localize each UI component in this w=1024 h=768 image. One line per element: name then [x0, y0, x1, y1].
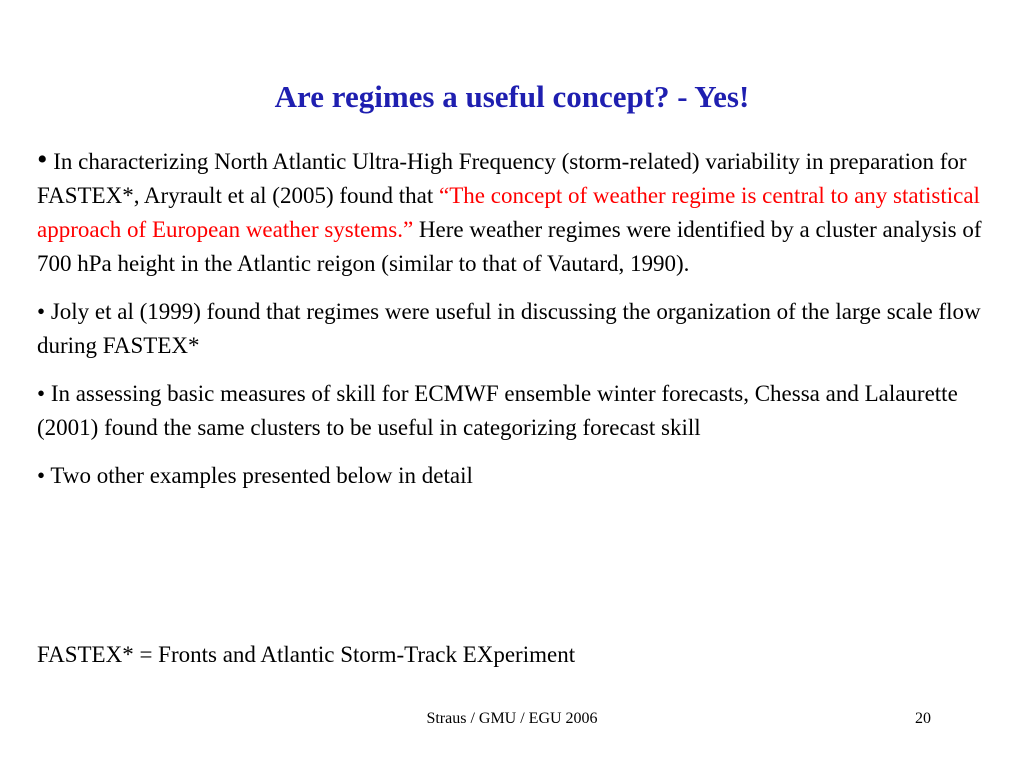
bullet-3-text: In assessing basic measures of skill for ECMWF ensemble winter forecasts, Chessa and Lalaurette (2001) found the same clusters to be useful in categorizing forecast skill [37, 381, 958, 440]
bullet-item-1 [37, 143, 992, 281]
footer-center-text: Straus / GMU / EGU 2006 [426, 710, 598, 727]
bullet-1-text-before: In characterizing North Atlantic Ultra-High Frequency (storm-related) variability in preparation for FASTEX*, Aryrault et al (2005) found that [37, 149, 967, 208]
bullet-marker-3: • [37, 381, 46, 406]
bullet-marker-2: • [37, 299, 46, 324]
slide-title: Are regimes a useful concept? - Yes! [274, 79, 750, 114]
bullet-2-text: Joly et al (1999) found that regimes were useful in discussing the organization of the large scale flow during FASTEX* [37, 299, 981, 358]
page-number: 20 [915, 710, 931, 727]
bullet-item-2 [37, 295, 992, 363]
footnote: FASTEX* = Fronts and Atlantic Storm-Track EXperiment [37, 642, 576, 667]
bullet-1-text-after: Here weather regimes were identified by a cluster analysis of 700 hPa height in the Atlantic reigon (similar to that of Vautard, 1990). [37, 217, 982, 276]
bullet-4-text: Two other examples presented below in detail [45, 463, 473, 488]
bullet-1-quote: “The concept of weather regime is central to any statistical approach of European weather systems.” [37, 183, 980, 242]
bullet-item-3 [37, 377, 992, 445]
bullet-item-4 [37, 459, 992, 493]
bullet-marker-4: • [37, 463, 46, 488]
bullet-marker-1: • [37, 143, 48, 176]
slide-content [37, 143, 992, 493]
